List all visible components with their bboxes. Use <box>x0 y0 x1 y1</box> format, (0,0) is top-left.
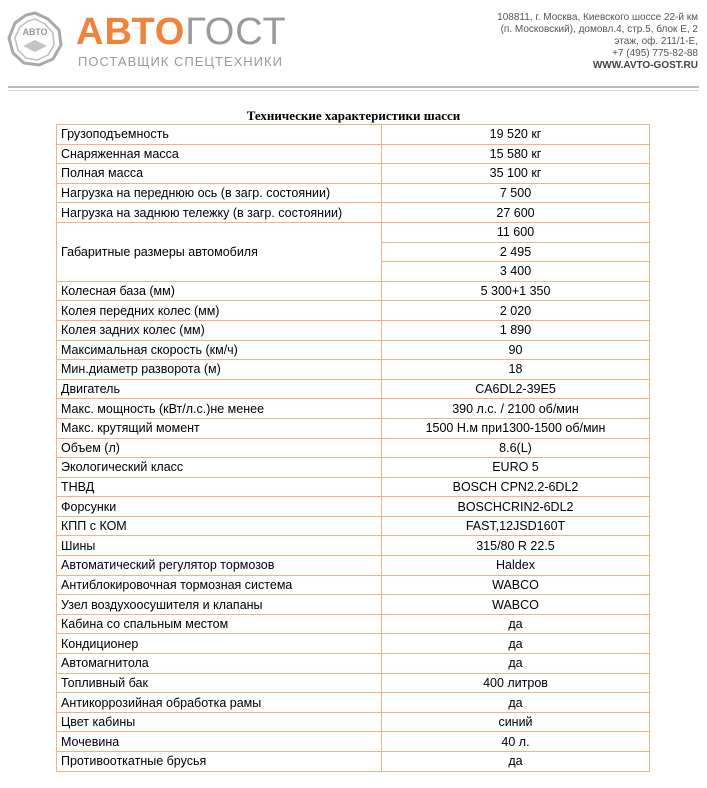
spec-value: 1500 Н.м при1300-1500 об/мин <box>382 418 650 438</box>
table-row <box>57 360 650 380</box>
spec-label: Максимальная скорость (км/ч) <box>57 340 382 360</box>
spec-label: Антикоррозийная обработка рамы <box>57 693 382 713</box>
spec-value: да <box>382 614 650 634</box>
spec-value: 15 580 кг <box>382 144 650 164</box>
contact-block <box>438 12 698 72</box>
spec-label: Противооткатные брусья <box>57 752 382 772</box>
address-line: 108811, г. Москва, Киевского шоссе 22-й км <box>497 12 698 23</box>
company-logo-icon <box>6 10 64 68</box>
table-row <box>57 222 650 242</box>
spec-value: FAST,12JSD160T <box>382 516 650 536</box>
spec-value: да <box>382 654 650 674</box>
spec-value: 390 л.с. / 2100 об/мин <box>382 399 650 419</box>
header-divider <box>8 86 699 88</box>
table-row <box>57 536 650 556</box>
table-row <box>57 125 650 145</box>
spec-value: 1 890 <box>382 320 650 340</box>
table-row <box>57 556 650 576</box>
table-row <box>57 164 650 184</box>
document-title: Технические характеристики шасси <box>246 108 461 123</box>
brand-tagline: ПОСТАВЩИК СПЕЦТЕХНИКИ <box>78 54 283 69</box>
spec-label: Автоматический регулятор тормозов <box>57 556 382 576</box>
header-divider-thin <box>8 90 699 91</box>
website-link[interactable]: WWW.AVTO-GOST.RU <box>592 60 698 71</box>
table-row <box>57 183 650 203</box>
table-row <box>57 575 650 595</box>
spec-value: 2 495 <box>382 242 650 262</box>
spec-label: КПП с КОМ <box>57 516 382 536</box>
spec-label: ТНВД <box>57 477 382 497</box>
table-row <box>57 673 650 693</box>
table-row <box>57 340 650 360</box>
spec-value: 3 400 <box>382 262 650 282</box>
table-row <box>57 144 650 164</box>
table-row <box>57 732 650 752</box>
spec-label: Макс. крутящий момент <box>57 418 382 438</box>
spec-label: Экологический класс <box>57 458 382 478</box>
spec-value: 40 л. <box>382 732 650 752</box>
table-row <box>57 614 650 634</box>
spec-value: да <box>382 693 650 713</box>
table-row <box>57 693 650 713</box>
spec-label: Кондиционер <box>57 634 382 654</box>
spec-value: WABCO <box>382 595 650 615</box>
spec-value: 18 <box>382 360 650 380</box>
spec-label: Топливный бак <box>57 673 382 693</box>
spec-value: 8.6(L) <box>382 438 650 458</box>
spec-label: Грузоподъемность <box>57 125 382 145</box>
spec-value: BOSCH CPN2.2-6DL2 <box>382 477 650 497</box>
table-row <box>57 438 650 458</box>
spec-label: Мочевина <box>57 732 382 752</box>
spec-value: 35 100 кг <box>382 164 650 184</box>
spec-label: Колея задних колес (мм) <box>57 320 382 340</box>
table-row <box>57 281 650 301</box>
spec-value: CA6DL2-39E5 <box>382 379 650 399</box>
spec-label: Мин.диаметр разворота (м) <box>57 360 382 380</box>
spec-table <box>56 124 650 772</box>
table-row <box>57 320 650 340</box>
table-row <box>57 399 650 419</box>
table-row <box>57 634 650 654</box>
brand-name <box>76 12 287 52</box>
logo-emblem-text: АВТО <box>22 27 48 37</box>
spec-label: Кабина со спальным местом <box>57 614 382 634</box>
spec-label: Шины <box>57 536 382 556</box>
spec-value: синий <box>382 712 650 732</box>
brand-name-part2: ГОСТ <box>185 11 287 53</box>
address-line: этаж, оф. 211/1-Е, <box>614 36 698 47</box>
spec-label: Форсунки <box>57 497 382 517</box>
table-row <box>57 418 650 438</box>
spec-label: Нагрузка на переднюю ось (в загр. состоянии) <box>57 183 382 203</box>
spec-label: Полная масса <box>57 164 382 184</box>
table-row <box>57 379 650 399</box>
spec-label: Узел воздухоосушителя и клапаны <box>57 595 382 615</box>
spec-value: 315/80 R 22.5 <box>382 536 650 556</box>
spec-value: 11 600 <box>382 222 650 242</box>
spec-value: 5 300+1 350 <box>382 281 650 301</box>
spec-label: Снаряженная масса <box>57 144 382 164</box>
address-line: (п. Московский), домовл.4, стр.5, блок Е, 2 <box>500 24 698 35</box>
spec-label: Автомагнитола <box>57 654 382 674</box>
table-row <box>57 458 650 478</box>
spec-label: Антиблокировочная тормозная система <box>57 575 382 595</box>
spec-value: 90 <box>382 340 650 360</box>
table-row <box>57 752 650 772</box>
spec-value: 27 600 <box>382 203 650 223</box>
spec-value: EURO 5 <box>382 458 650 478</box>
spec-label: Нагрузка на заднюю тележку (в загр. состоянии) <box>57 203 382 223</box>
spec-value: да <box>382 634 650 654</box>
spec-value: 400 литров <box>382 673 650 693</box>
spec-value: 2 020 <box>382 301 650 321</box>
table-row <box>57 477 650 497</box>
spec-value: 19 520 кг <box>382 125 650 145</box>
spec-label: Цвет кабины <box>57 712 382 732</box>
page-header <box>0 0 707 92</box>
table-row <box>57 654 650 674</box>
table-row <box>57 203 650 223</box>
table-row <box>57 712 650 732</box>
spec-label: Колесная база (мм) <box>57 281 382 301</box>
spec-value: Haldex <box>382 556 650 576</box>
table-row <box>57 497 650 517</box>
spec-label: Двигатель <box>57 379 382 399</box>
spec-value: да <box>382 752 650 772</box>
phone-number: +7 (495) 775-82-88 <box>612 48 698 59</box>
spec-value: 7 500 <box>382 183 650 203</box>
spec-value: BOSCHCRIN2-6DL2 <box>382 497 650 517</box>
table-row <box>57 595 650 615</box>
brand-name-part1: АВТО <box>76 11 186 53</box>
table-row <box>57 516 650 536</box>
spec-label: Объем (л) <box>57 438 382 458</box>
spec-label: Колея передних колес (мм) <box>57 301 382 321</box>
spec-label: Габаритные размеры автомобиля <box>57 222 382 281</box>
spec-value: WABCO <box>382 575 650 595</box>
spec-label: Макс. мощность (кВт/л.с.)не менее <box>57 399 382 419</box>
table-row <box>57 301 650 321</box>
